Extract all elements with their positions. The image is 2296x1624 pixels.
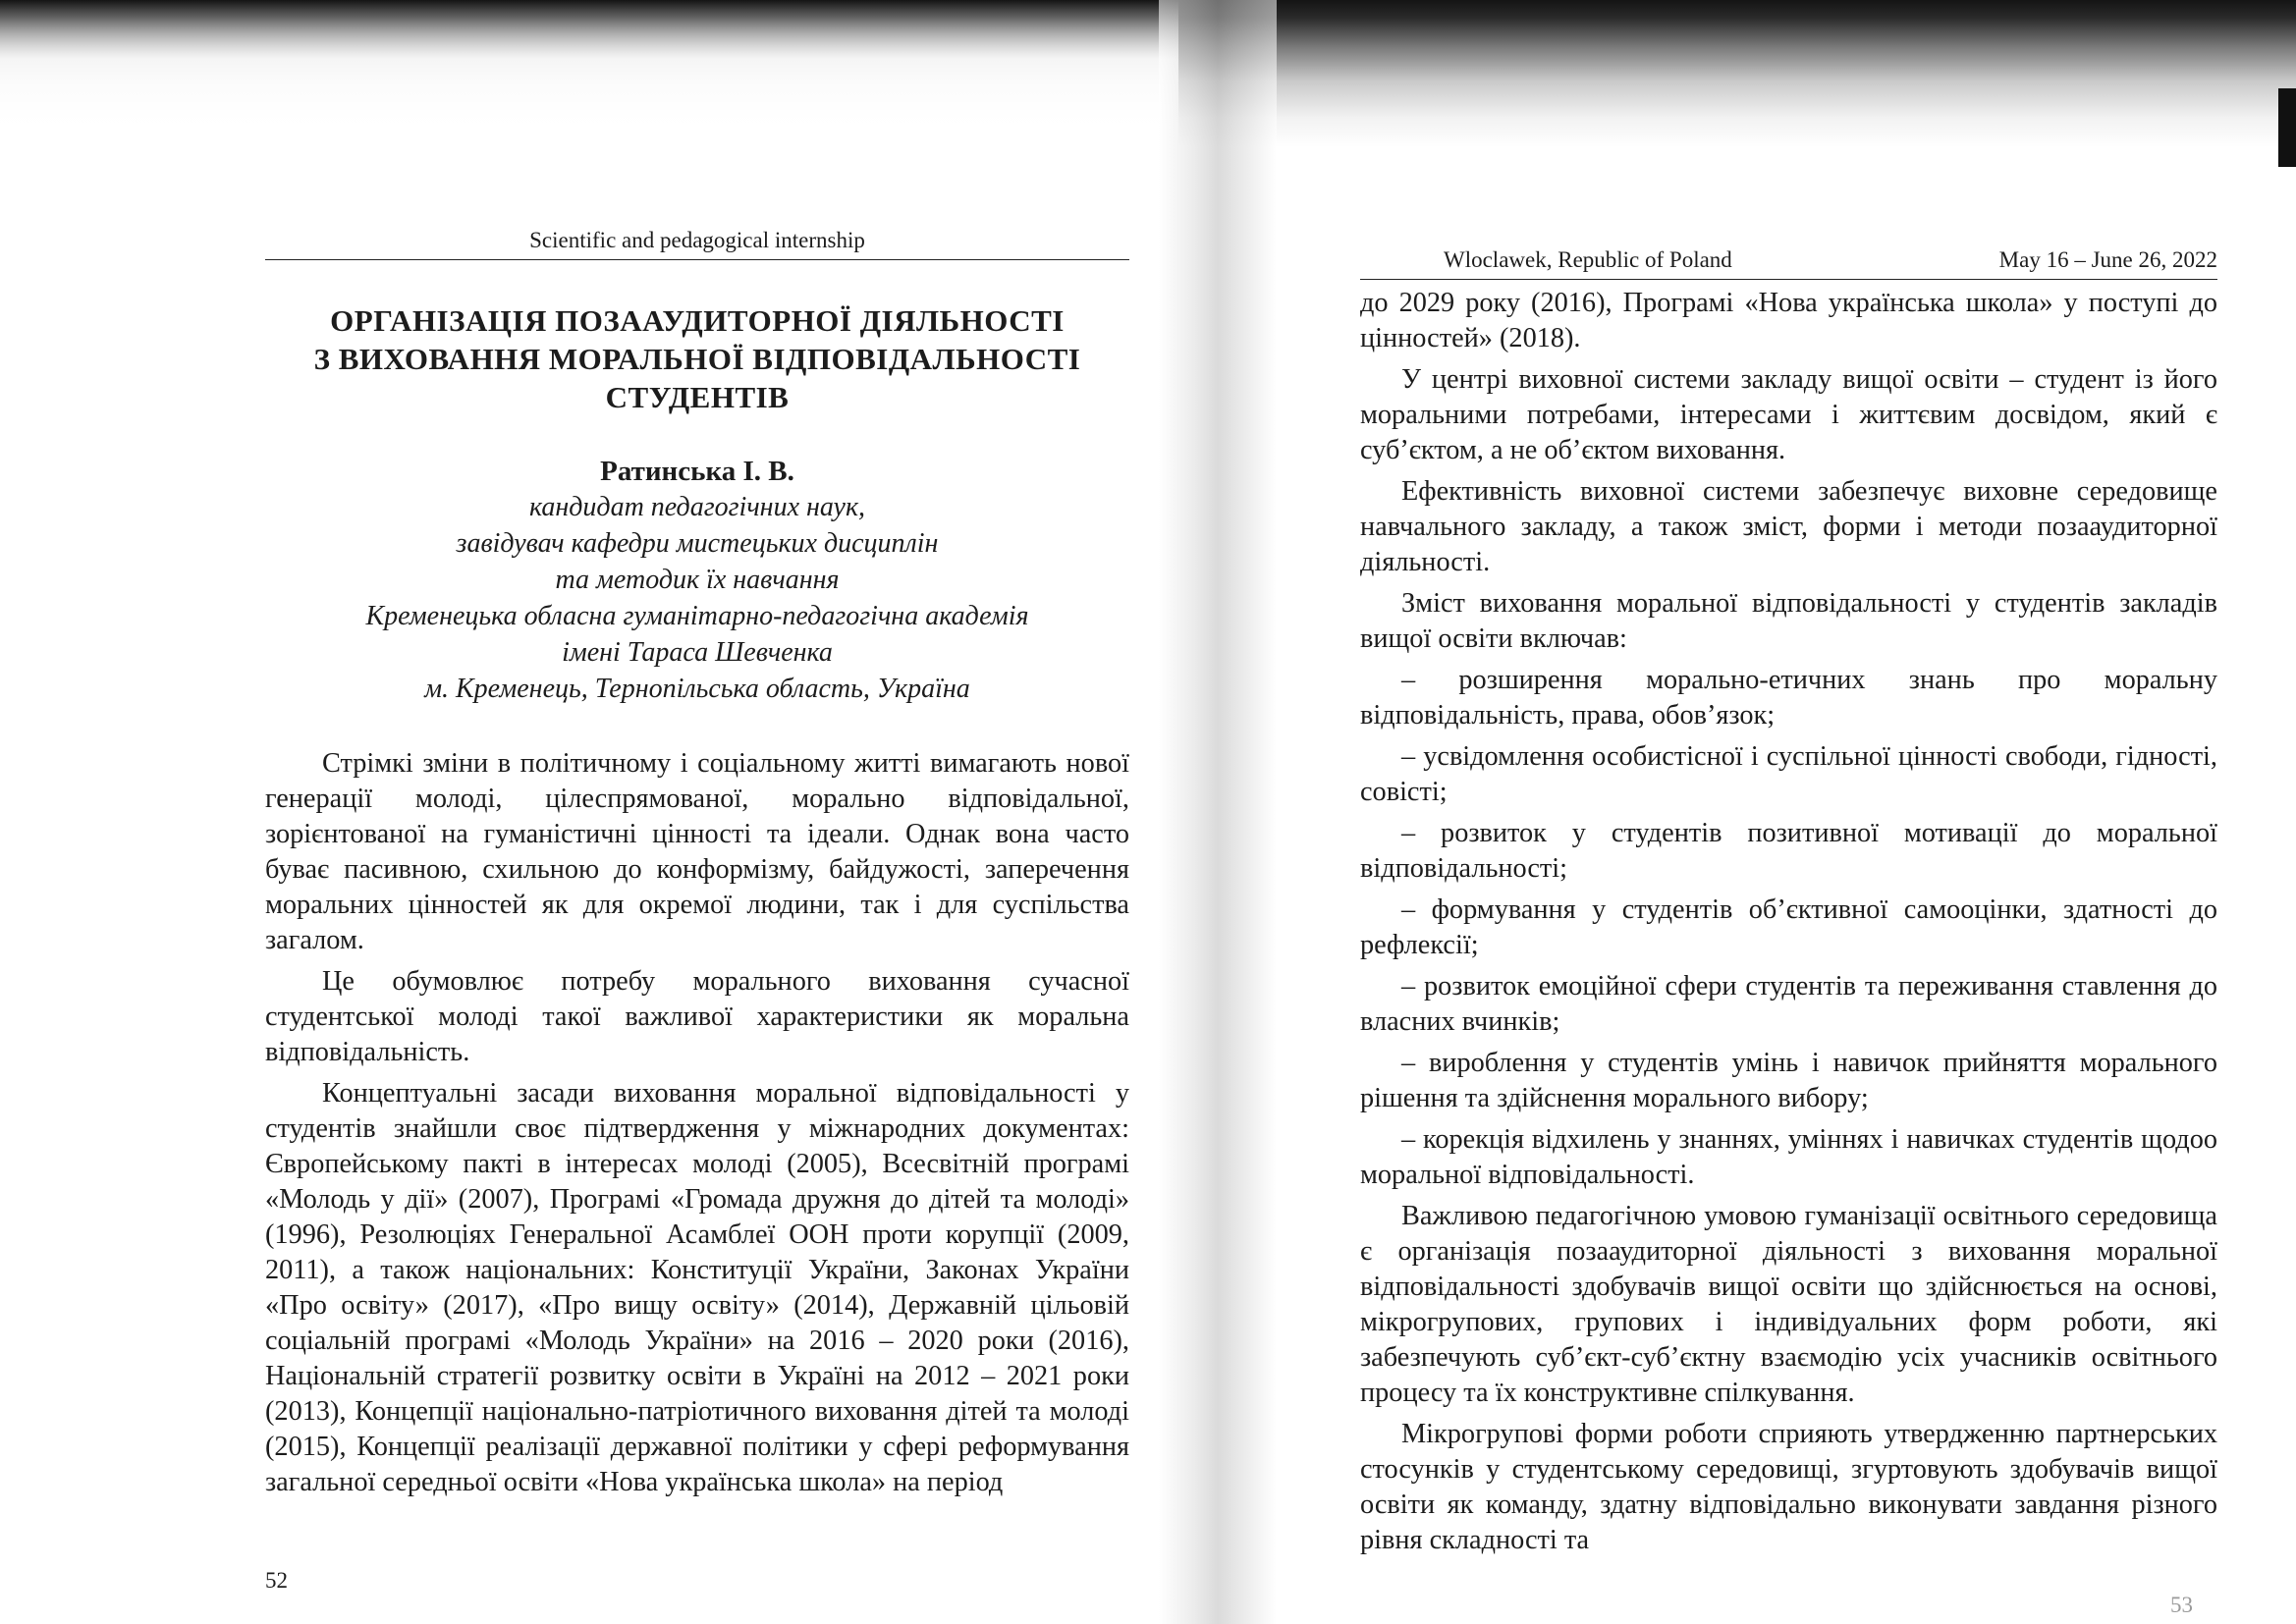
left-page [265, 226, 1129, 1506]
article-title [265, 301, 1129, 416]
author-name: Ратинська І. В. [600, 456, 794, 487]
scan-edge-mark [2278, 88, 2296, 167]
list-item: – розвиток у студентів позитивної мотивації до моральної відповідальності; [1360, 818, 2217, 884]
paragraph: Зміст виховання моральної відповідальності у студентів закладів вищої освіти включав: [1360, 588, 2217, 654]
list-item: – розширення морально-етичних знань про моральну відповідальність, права, обов’язок; [1360, 665, 2217, 731]
list-item: – формування у студентів об’єктивної самооцінки, здатності до рефлексії; [1360, 894, 2217, 960]
paragraph: У центрі виховної системи закладу вищої освіти – студент із його моральними потребами, інтересами і життєвим досвідом, який є суб’єктом, а не об’єктом виховання. [1360, 364, 2217, 465]
running-head-title: Scientific and pedagogical internship [529, 228, 865, 252]
affiliation-line: завідувач кафедри мистецьких дисциплін [456, 528, 939, 559]
affiliation-line: Кременецька обласна гуманітарно-педагогічна академія [365, 601, 1029, 631]
title-line: СТУДЕНТІВ [605, 380, 790, 414]
affiliation-line: кандидат педагогічних наук, [528, 492, 866, 522]
right-body [1360, 286, 2217, 1558]
book-gutter [1159, 0, 1277, 1624]
title-line: ОРГАНІЗАЦІЯ ПОЗААУДИТОРНОЇ ДІЯЛЬНОСТІ [330, 303, 1065, 338]
paragraph: Концептуальні засади виховання моральної відповідальності у студентів знайшли своє підтвердження у міжнародних документах: Європейському пакті в інтересах молоді (2005), Всесвітній програмі «Молодь у дії» (2007), Програмі «Громада дружня до дітей та молоді» (1996), Резолюціях Генеральної Асамблеї ООН проти корупції (2009, 2011), а також національних: Конституції України, Законах України «Про освіту» (2017), «Про вищу освіту» (2014), Державній цільовій соціальній програмі «Молодь України» на 2016 – 2020 роки (2016), Національній стратегії розвитку освіти в Україні на 2012 – 2021 роки (2013), Концепції національно-патріотичного виховання дітей та молоді (2015), Концепції реалізації державної політики у сфері реформування загальної середньої освіти «Нова українська школа» на період [265, 1078, 1129, 1497]
right-page [1360, 245, 2217, 1564]
running-head-place: Wloclawek, Republic of Poland [1444, 247, 1732, 272]
paragraph: Мікрогрупові форми роботи сприяють утвердженню партнерських стосунків у студентському середовищі, згуртовують здобувачів вищої освіти як команду, здатну відповідально виконувати завдання різного рівня складності та [1360, 1419, 2217, 1555]
paragraph: Це обумовлює потребу морального виховання сучасної студентської молоді такої важливої характеристики як моральна відповідальність. [265, 966, 1129, 1067]
left-body [265, 746, 1129, 1500]
page-number-left: 52 [265, 1568, 288, 1593]
page-number-right: 53 [2170, 1593, 2193, 1617]
author-affiliation [265, 489, 1129, 707]
list-item: – усвідомлення особистісної і суспільної цінності свободи, гідності, совісті; [1360, 741, 2217, 807]
left-running-head [265, 226, 1129, 260]
title-line: З ВИХОВАННЯ МОРАЛЬНОЇ ВІДПОВІДАЛЬНОСТІ [313, 342, 1081, 376]
scan-top-fade [0, 0, 1178, 147]
affiliation-line: м. Кременець, Тернопільська область, Україна [424, 674, 970, 704]
right-running-head [1360, 245, 2217, 280]
affiliation-line: та методик їх навчання [555, 565, 840, 595]
paragraph: Ефективність виховної системи забезпечує виховне середовище навчального закладу, а також зміст, форми і методи позааудиторної діяльності. [1360, 476, 2217, 577]
paragraph: Стрімкі зміни в політичному і соціальному житті вимагають нової генерації молоді, цілеспрямованої, морально відповідальної, зорієнтованої на гуманістичні цінності та ідеали. Однак вона часто буває пасивною, схильною до конформізму, байдужості, заперечення моральних цінностей як для окремої людини, так і для суспільства загалом. [265, 748, 1129, 955]
list-item: – корекція відхилень у знаннях, уміннях і навичках студентів щодоо моральної відповідальності. [1360, 1124, 2217, 1190]
paragraph-continuation: до 2029 року (2016), Програмі «Нова українська школа» у поступі до цінностей» (2018). [1360, 288, 2217, 353]
running-head-date: May 16 – June 26, 2022 [1998, 247, 2217, 272]
list-item: – розвиток емоційної сфери студентів та переживання ставлення до власних вчинків; [1360, 971, 2217, 1037]
paragraph: Важливою педагогічною умовою гуманізації освітнього середовища є організація позааудиторної діяльності з виховання моральної відповідальності здобувачів вищої освіти що здійснюється на основі, мікрогрупових, групових і індивідуальних форм роботи, які забезпечують суб’єкт-суб’єктну взаємодію усіх учасників освітнього процесу та їх конструктивне спілкування. [1360, 1201, 2217, 1408]
affiliation-line: імені Тараса Шевченка [562, 637, 833, 668]
list-item: – вироблення у студентів умінь і навичок прийняття морального рішення та здійснення морального вибору; [1360, 1048, 2217, 1113]
